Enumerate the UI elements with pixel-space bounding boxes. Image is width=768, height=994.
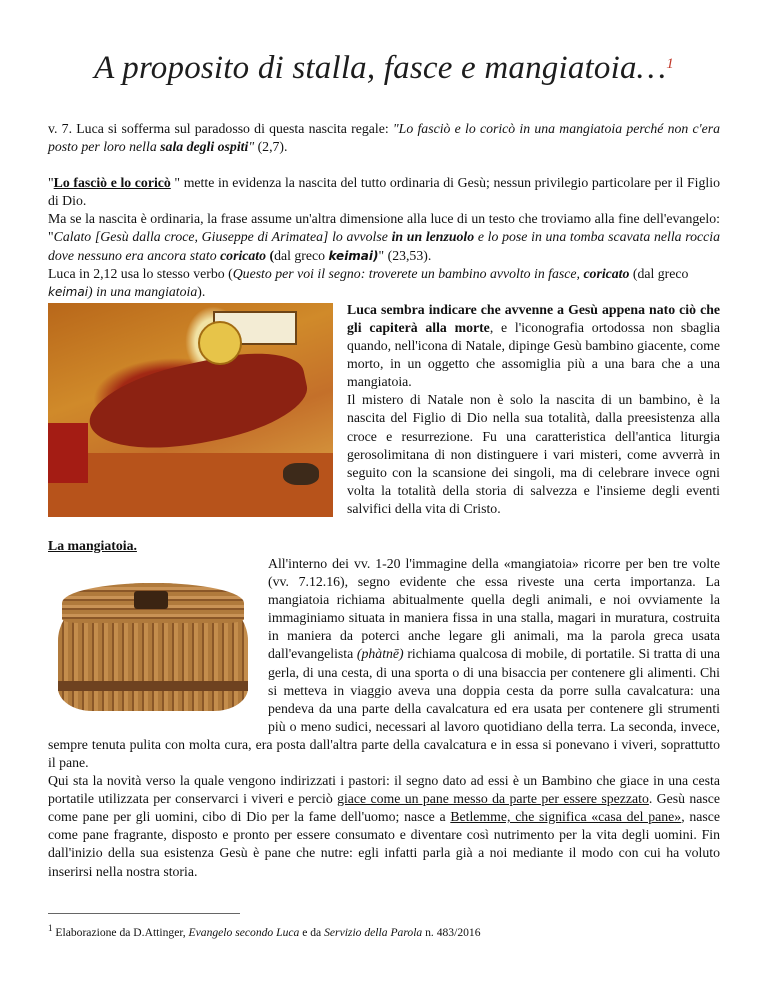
fascio-bold: Lo fasciò e lo coricò xyxy=(53,175,171,191)
document-body xyxy=(48,120,720,881)
morte-rest: , e l'iconografia ortodossa non sbaglia quando, nell'icona di Natale, dipinge Gesù bambino giacente, come morto, in un oggetto che assomiglia più a una bara che a una mangiatoia. xyxy=(347,319,720,390)
verbo-greek: keimai xyxy=(48,284,89,299)
pane-a: Qui sta la novità verso la quale vengono indirizzati i pastori: il segno dato ad essi è un Bambino che giace in una cesta portatile utilizzata per conservarci i viveri e perciò xyxy=(48,773,720,807)
sepoltura-i: " (23,53). xyxy=(378,247,432,263)
title-footnote-marker[interactable]: 1 xyxy=(666,56,674,72)
verbo-c: coricato xyxy=(583,265,630,281)
intro-quote-bold: sala degli ospiti xyxy=(160,139,249,155)
fascio-open: " xyxy=(48,175,54,191)
pane-b: giace come un pane messo da parte per essere spezzato xyxy=(337,791,649,807)
verbo-f: ) in una mangiatoia xyxy=(88,283,198,299)
fascio-rest: " mette in evidenza la nascita del tutto ordinaria di Gesù; nessun privilegio particolare per il Figlio di Dio. xyxy=(48,175,720,209)
footnote-a: Elaborazione da D.Attinger, xyxy=(52,925,189,939)
footnote xyxy=(48,913,720,939)
footnote-rule xyxy=(48,913,240,914)
sepoltura-g: dal greco xyxy=(274,247,329,263)
verbo-g: ). xyxy=(197,283,206,299)
mangiatoia-greek: (phàtnē) xyxy=(356,646,404,662)
footnote-source-1: Evangelo secondo Luca xyxy=(188,925,300,939)
paragraph-sepoltura xyxy=(48,210,720,264)
sepoltura-greek: keimai) xyxy=(328,248,379,263)
paragraph-verbo xyxy=(48,265,720,301)
intro-quote-end: " xyxy=(248,139,255,155)
wicker-basket-image xyxy=(48,561,258,719)
title-text: A proposito di stalla, fasce e mangiatoia… xyxy=(94,50,667,86)
morte-bold: Luca sembra indicare che avvenne a Gesù appena nato ciò che gli capiterà alla morte xyxy=(347,301,720,335)
intro-quote: "Lo fasciò e lo coricò in una mangiatoia perché non c'era posto per loro nella xyxy=(48,121,720,155)
pane-e: , nasce come pane fragrante, disposto e pronto per essere consumato e diventare così nutrimento per la vita degli uomini. Fin dall'inizio della sua esistenza Gesù è pane che nutre: egli infatti parla già a noi mediante il modo con cui ha voluto inserirsi nella nostra storia. xyxy=(48,809,720,879)
section-heading-mangiatoia: La mangiatoia. xyxy=(48,537,137,553)
footnote-e: n. 483/2016 xyxy=(422,925,481,939)
page-title xyxy=(0,50,768,87)
footnote-marker: 1 xyxy=(48,923,53,933)
verbo-a: Luca in 2,12 usa lo stesso verbo ( xyxy=(48,265,233,281)
verbo-d: (dal greco xyxy=(629,265,689,281)
mangiatoia-c: richiama qualcosa di mobile, di portatile. Si tratta di una gerla, di una cesta, di una sporta o di una bisaccia per contenere gli alimenti. Chi si metteva in viaggio aveva una doppia cesta da porre sulla cavalcatura: una pendeva da una parte della cavalcatura ed era usata per contenere gli strumenti più o meno sudici, necessari al lavoro quotidiano della terra. La seconda, invece, sempre tenuta pulita con molta cura, era posta dall'altra parte della cavalcatura e in essa si ponevano i viveri, soprattutto il pane. xyxy=(48,646,720,770)
sepoltura-b: Calato [Gesù dalla croce, Giuseppe di Arimatea] lo avvolse xyxy=(53,229,392,245)
footnote-c: e da xyxy=(299,925,325,939)
footnote-source-2: Servizio della Parola xyxy=(324,925,423,939)
pane-c: . Gesù nasce come pane per gli uomini, cibo di Dio per la fame dell'uomo; nasce a xyxy=(48,791,720,825)
sepoltura-e: coricato xyxy=(220,247,267,263)
mangiatoia-a: All'interno dei vv. 1-20 l'immagine della «mangiatoia» ricorre per ben tre volte (vv. 7.12.16), segno evidente che essa riveste una certa importanza. La mangiatoia richiama abitualmente quella degli animali, e noi ovviamente la immaginiamo situata in maniera fissa in una stalla, magari in muratura, costruita in maniera da poterci anche legare gli animali, ma la parola greca usata dall'evangelista xyxy=(268,555,720,662)
paragraph-intro xyxy=(48,120,720,156)
nativity-icon-image xyxy=(48,303,333,517)
paragraph-pane xyxy=(48,772,720,881)
paragraph-fascio xyxy=(48,174,720,210)
sepoltura-a: Ma se la nascita è ordinaria, la frase assume un'altra dimensione alla luce di un testo che troviamo alla fine dell'evangelo: " xyxy=(48,211,720,245)
sepoltura-c: in un lenzuolo xyxy=(391,229,475,245)
pane-d: Betlemme, che significa «casa del pane» xyxy=(450,809,682,825)
intro-ref: (2,7). xyxy=(254,139,288,155)
sepoltura-d: e lo pose in una tomba scavata nella roccia dove nessuno era ancora stato xyxy=(48,229,720,263)
verbo-b: Questo per voi il segno: troverete un bambino avvolto in fasce, xyxy=(232,265,584,281)
sepoltura-f: ( xyxy=(266,247,275,263)
intro-text: v. 7. Luca si sofferma sul paradosso di questa nascita regale: xyxy=(48,121,393,136)
paragraph-mistero: Il mistero di Natale non è solo la nascita di un bambino, è la nascita del Figlio di Dio nella sua totalità, dalla preesistenza alla croce e resurrezione. Fu una caratteristica dell'antica liturgia gerosolimitana di non distinguere i vari misteri, come avverrà in seguito con la scansione dei singoli, ma di celebrare invece ogni volta la totalità della storia di salvezza e l'insieme degli eventi salvifici della vita di Cristo. xyxy=(347,392,720,516)
